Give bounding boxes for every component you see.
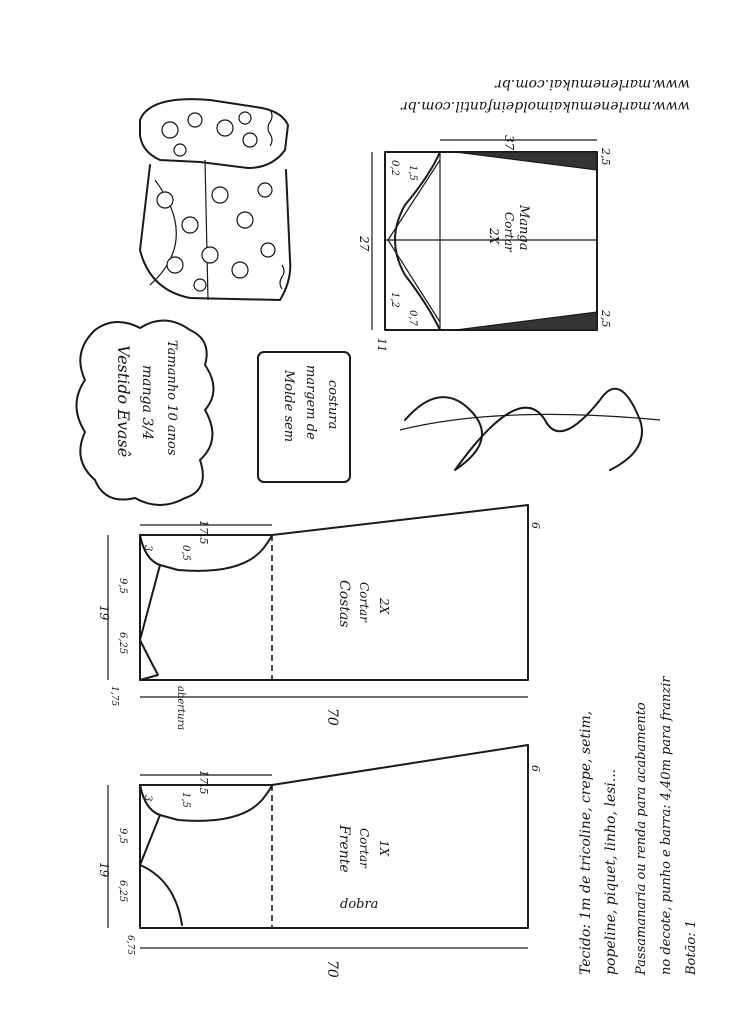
back-neck-drop: 1,75	[109, 686, 119, 707]
title-line3: Tamanho 10 anos	[164, 340, 179, 456]
materials-line3: Passamanaria ou renda para acabamento	[634, 702, 649, 975]
materials-line1: Tecido: 1m de tricoline, crepe, setim,	[578, 710, 594, 975]
sleeve-pattern	[357, 135, 612, 352]
back-pattern	[97, 505, 542, 730]
front-count: 1X	[377, 840, 391, 857]
materials-line5: Botão: 1	[684, 920, 699, 975]
sleeve-name: Manga	[516, 205, 531, 251]
front-pattern	[97, 745, 542, 978]
signature-text: Marlene Mukai	[557, 460, 570, 546]
back-count: 2X	[377, 598, 391, 615]
back-button-extension: abertura	[175, 686, 186, 731]
dress-illustration	[140, 99, 290, 300]
note-line2: margem de	[303, 365, 318, 440]
sleeve-cap-3: 1,2	[389, 292, 400, 308]
front-neck-depth: 3	[142, 795, 153, 802]
back-length-label: 70	[324, 708, 340, 726]
front-hem-flare: 6	[529, 765, 542, 772]
back-name: Costas	[336, 580, 352, 628]
back-neck-width: 6,25	[117, 632, 128, 655]
sleeve-hem-flare-top: 2,5	[599, 148, 612, 166]
sleeve-cap-1: 1,5	[407, 165, 418, 181]
materials-block	[578, 676, 699, 976]
back-shoulder-label: 17,5	[197, 520, 210, 545]
note-line3: costura	[325, 380, 340, 430]
front-name: Frente	[336, 825, 352, 873]
sleeve-instruction: Cortar	[502, 212, 516, 252]
back-instruction: Cortar	[357, 582, 371, 622]
back-armhole-dart: 0,5	[180, 545, 191, 561]
materials-line2: popeline, piquet, linho, lesi...	[603, 768, 619, 975]
materials-line4: no decote, punho e barra: 4,40m para franzir	[659, 676, 674, 975]
front-instruction: Cortar	[357, 828, 371, 868]
title-line1: Vestido Evasê	[114, 345, 133, 458]
sleeve-width-label: 37	[502, 135, 516, 151]
front-neck-width: 6,25	[117, 880, 128, 903]
title-line2: manga 3/4	[139, 365, 155, 440]
back-shoulder-slope: 9,5	[117, 578, 128, 594]
note-line1: Molde sem	[281, 370, 296, 443]
website-block	[400, 76, 690, 114]
front-shoulder-label: 17,5	[197, 770, 210, 795]
front-width-label: 19	[97, 862, 111, 878]
sleeve-cap-2: 0,2	[389, 160, 400, 176]
front-neck-drop: 6,75	[125, 935, 135, 956]
sleeve-hem-flare-bottom: 2,5	[599, 310, 612, 328]
front-fold-label: dobra	[340, 897, 379, 912]
website-line1: www.marlenemukaimoldeinfantil.com.br	[401, 98, 690, 114]
sleeve-cap-offset-label: 11	[375, 338, 388, 352]
sleeve-count: 2X	[487, 228, 501, 245]
front-armhole-dart: 1,5	[180, 792, 191, 808]
back-neck-depth: 3	[142, 545, 153, 552]
back-hem-flare: 6	[529, 522, 542, 529]
website-line2: www.marlenemukai.com.br	[495, 76, 690, 92]
sleeve-cap-4: 0,7	[407, 310, 418, 326]
title-block	[77, 320, 214, 505]
note-block	[258, 352, 350, 482]
back-width-label: 19	[97, 605, 111, 621]
front-shoulder-slope: 9,5	[117, 828, 128, 844]
sleeve-height-label: 27	[357, 236, 371, 252]
front-length-label: 70	[324, 960, 340, 978]
